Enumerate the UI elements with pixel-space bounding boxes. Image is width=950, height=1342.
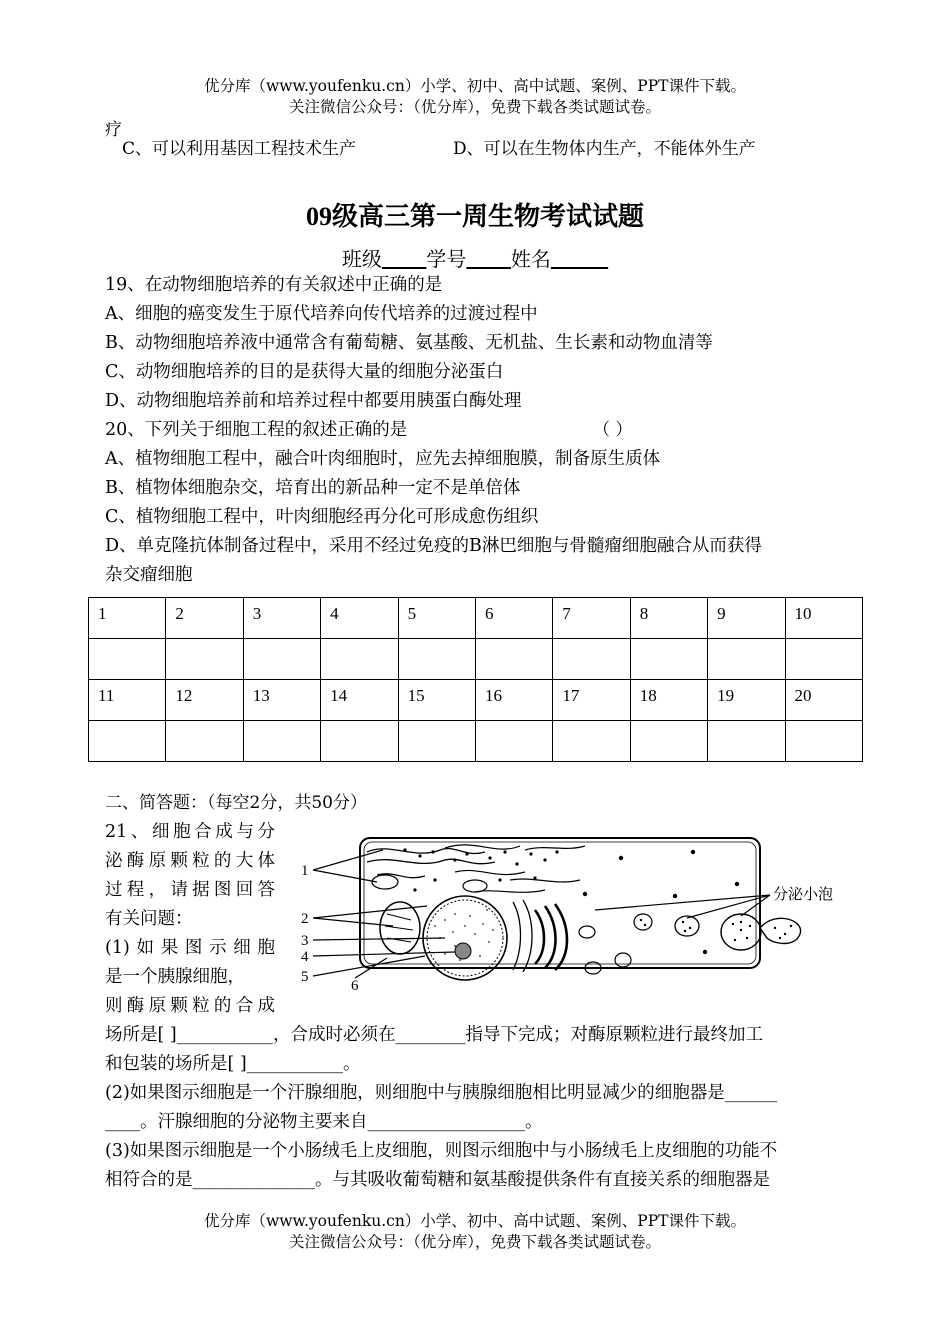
mitochondrion-cristae [385,914,413,942]
grid-number: 20 [785,680,862,721]
diagram-label-4: 4 [301,949,309,965]
vesicle-shape [675,916,699,936]
q21-side-line: 泌酶原颗粒的大体 [105,851,275,871]
grid-number: 14 [321,680,398,721]
vesicle-shape [615,953,631,967]
section-2-heading: 二、简答题：（每空2分，共50分） [105,793,367,813]
q21-side-line: 有关问题： [105,909,193,929]
pointer-lines [313,850,770,978]
q20-option-d: D、单克隆抗体制备过程中，采用不经过免疫的B淋巴细胞与骨髓瘤细胞融合从而获得 [105,536,762,556]
q21-text: (2)如果图示细胞是一个汗腺细胞，则细胞中与胰腺细胞相比明显减少的细胞器是 [105,1083,725,1103]
answer-cell[interactable] [553,721,630,762]
student-info [0,243,950,272]
answer-cell[interactable] [475,721,552,762]
er-membrane [523,900,532,972]
grid-number: 5 [398,598,475,639]
answer-cell[interactable] [708,639,785,680]
class-blank[interactable] [382,247,427,271]
q19-option-a: A、细胞的癌变发生于原代培养向传代培养的过渡过程中 [105,304,538,324]
answer-cell[interactable] [475,639,552,680]
q21-text: 。 [342,1054,361,1074]
q19-option-b: B、动物细胞培养液中通常含有葡萄糖、氨基酸、无机盐、生长素和动物血清等 [105,333,713,353]
answer-cell[interactable] [166,639,243,680]
vesicle-shape [721,914,761,950]
q21-side-line: 21、细胞合成与分 [105,822,275,842]
q21-text: 指导下完成；对酶原颗粒进行最终加工 [465,1025,763,1045]
q20-option-b: B、植物体细胞杂交，培育出的新品种一定不是单倍体 [105,478,521,498]
grid-number: 8 [630,598,707,639]
q21-text: 相符合的是 [105,1170,193,1190]
diagram-label-3: 3 [301,933,309,949]
answer-cell[interactable] [243,639,320,680]
q21-side-line: 是一个胰腺细胞， [105,967,245,987]
diagram-label-5: 5 [301,969,309,985]
footer-line-2: 关注微信公众号：（优分库），免费下载各类试题试卷。 [288,1233,661,1251]
grid-number: 11 [89,680,166,721]
grid-number: 18 [630,680,707,721]
name-label: 姓名 [510,247,551,271]
diagram-label-2: 2 [301,911,309,927]
grid-number: 17 [553,680,630,721]
footer-line-1: 优分库（www.youfenku.cn）小学、初中、高中试题、案例、PPT课件下载。 [203,1212,747,1230]
grid-number: 12 [166,680,243,721]
answer-cell[interactable] [785,721,862,762]
prev-question-tail: 疗 [105,120,122,140]
page-title: 09级高三第一周生物考试试题 [305,202,644,231]
er-membrane [510,879,580,882]
grid-number: 19 [708,680,785,721]
vesicle-shape [579,926,595,938]
answer-blank[interactable]: ____ [105,1112,140,1132]
cell-membrane-inner [364,842,756,964]
q21-text: 。汗腺细胞的分泌物主要来自 [140,1112,368,1132]
answer-blank[interactable]: ________ [395,1025,466,1045]
answer-cell[interactable] [785,639,862,680]
grid-number: 3 [243,598,320,639]
answer-cell[interactable] [321,721,398,762]
nucleolus-shape [455,943,471,959]
answer-blank[interactable]: ___________ [176,1025,273,1045]
grid-number: 15 [398,680,475,721]
answer-cell[interactable] [398,639,475,680]
id-blank[interactable] [466,247,511,271]
answer-cell[interactable] [166,721,243,762]
grid-number-row-1 [89,598,863,639]
q19-option-c: C、动物细胞培养的目的是获得大量的细胞分泌蛋白 [105,362,504,382]
diagram-label-1: 1 [301,863,309,879]
answer-blank[interactable]: ______ [724,1083,778,1103]
header-line-2: 关注微信公众号：（优分库），免费下载各类试题试卷。 [288,98,661,116]
secretory-vesicle-label: 分泌小泡 [773,887,834,903]
grid-number: 9 [708,598,785,639]
answer-blank[interactable]: ___________ [246,1054,343,1074]
q21-text: 场所是[ ] [105,1025,177,1045]
answer-cell[interactable] [553,639,630,680]
q20-option-c: C、植物细胞工程中，叶肉细胞经再分化可形成愈伤组织 [105,507,539,527]
er-membrane [445,845,520,849]
vesicle-shape [760,918,801,943]
prev-option-d: D、可以在生物体内生产，不能体外生产 [453,139,756,159]
grid-number: 6 [475,598,552,639]
grid-number: 10 [785,598,862,639]
prev-option-c: C、可以利用基因工程技术生产 [122,139,357,159]
q21-text: ，合成时必须在 [272,1025,396,1045]
id-label: 学号 [426,247,467,271]
answer-cell[interactable] [243,721,320,762]
grid-number-row-2 [89,680,863,721]
answer-cell[interactable] [630,721,707,762]
q20-answer-paren: （ ） [593,420,633,440]
golgi-cisterna [545,906,556,968]
answer-blank[interactable]: ______________ [192,1170,315,1190]
golgi-cisterna [555,904,567,970]
er-membrane [525,846,585,850]
er-membrane [455,870,525,874]
answer-cell[interactable] [398,721,475,762]
er-membrane [367,859,495,864]
grid-answer-row-1 [89,639,863,680]
answer-cell[interactable] [321,639,398,680]
q21-text: 。 [525,1112,543,1132]
q21-text: 和包装的场所是[ ] [105,1054,247,1074]
q21-side-line: (1)如果图示细胞 [105,938,275,958]
q19-option-d: D、动物细胞培养前和培养过程中都要用胰蛋白酶处理 [105,391,522,411]
grid-number: 13 [243,680,320,721]
er-membrane [513,902,521,970]
grid-number: 1 [89,598,166,639]
cell-diagram [295,830,850,995]
er-membrane [475,890,545,892]
name-blank[interactable] [551,247,608,271]
grid-number: 4 [321,598,398,639]
class-label: 班级 [341,247,382,271]
ribosome-dots [583,850,739,954]
grid-number: 16 [475,680,552,721]
q21-side-line: 过程，请据图回答 [105,880,275,900]
grid-answer-row-2 [89,721,863,762]
answer-cell[interactable] [89,721,166,762]
answer-cell[interactable] [89,639,166,680]
q21-text: 。与其吸收葡萄糖和氨基酸提供条件有直接关系的细胞器是 [315,1170,770,1190]
q20-option-a: A、植物细胞工程中，融合叶肉细胞时，应先去掉细胞膜，制备原生质体 [105,449,661,469]
q21-part1-line1 [105,1021,850,1050]
answer-cell[interactable] [708,721,785,762]
vesicle-granules [640,919,792,941]
q21-part3-line2 [105,1166,850,1195]
q21-part3-line1: (3)如果图示细胞是一个小肠绒毛上皮细胞，则图示细胞中与小肠绒毛上皮细胞的功能不 [105,1141,778,1161]
q20-option-d-cont: 杂交瘤细胞 [105,565,193,585]
er-membrane [377,874,425,878]
grid-number: 2 [166,598,243,639]
q20-stem: 20、下列关于细胞工程的叙述正确的是 [105,420,408,440]
grid-number: 7 [553,598,630,639]
golgi-cisterna [535,910,544,964]
vesicle-shape [463,880,487,892]
answer-blank[interactable]: __________________ [367,1112,525,1132]
q21-side-line: 则酶原颗粒的合成 [105,996,275,1016]
header-line-1: 优分库（www.youfenku.cn）小学、初中、高中试题、案例、PPT课件下载。 [203,77,747,95]
diagram-label-6: 6 [351,978,359,994]
q19-stem: 19、在动物细胞培养的有关叙述中正确的是 [105,275,443,295]
q21-part2-line1 [105,1079,850,1108]
answer-grid [88,597,863,762]
answer-cell[interactable] [630,639,707,680]
q21-part1-line2 [105,1050,850,1079]
q21-part2-line2 [105,1108,850,1137]
ribosome-dots [403,848,558,891]
vesicle-shape [634,914,652,930]
